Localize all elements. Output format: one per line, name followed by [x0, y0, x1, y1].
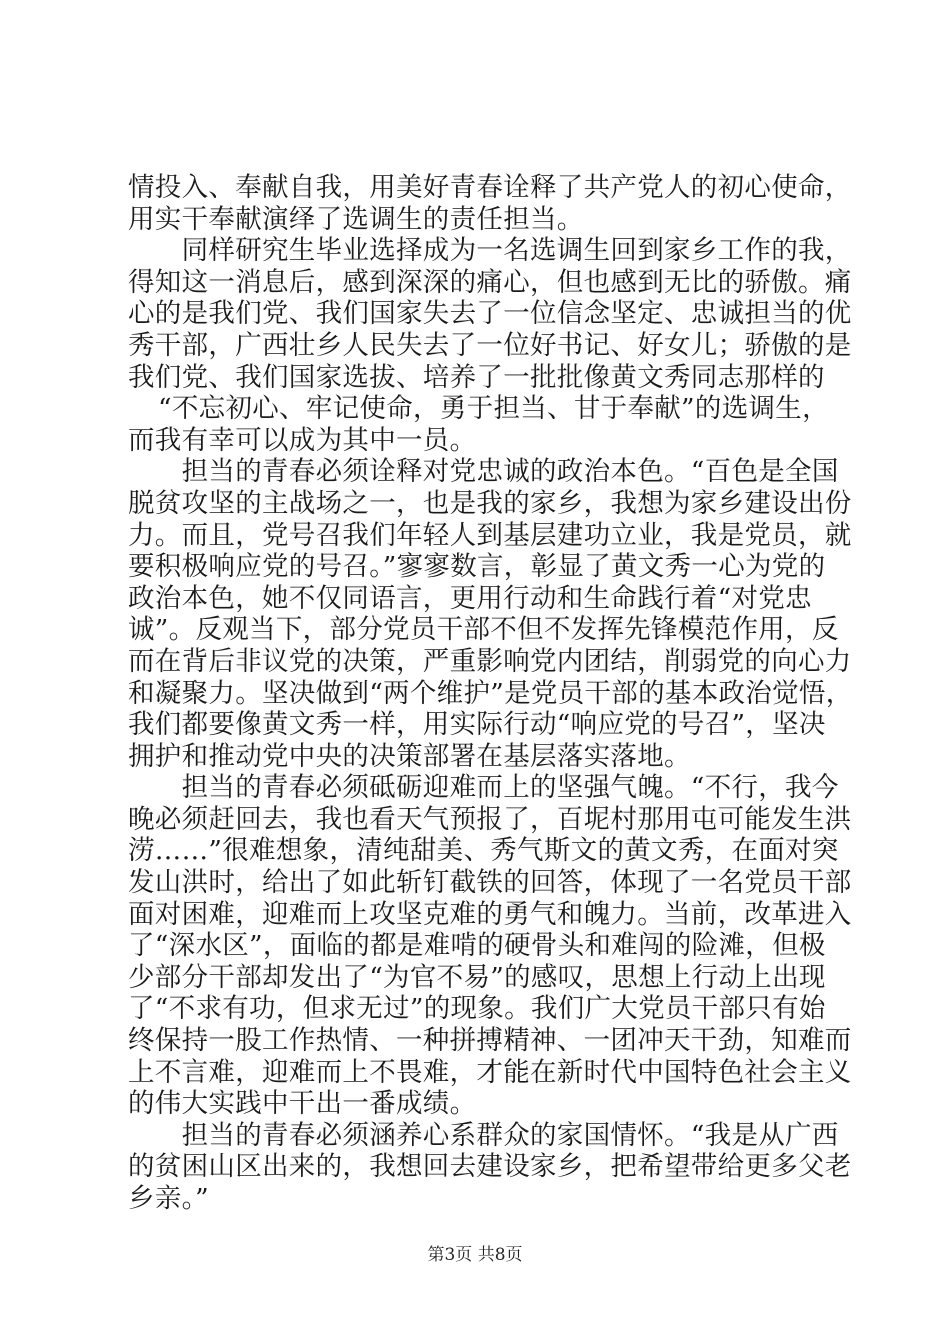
- text-line: 拥护和推动党中央的决策部署在基层落实落地。: [128, 740, 691, 772]
- text-line: 了“深水区”，面临的都是难啃的硬骨头和难闯的险滩，但极: [128, 930, 826, 962]
- text-line: 用实干奉献演绎了选调生的责任担当。: [128, 203, 584, 235]
- text-line: 的贫困山区出来的，我想回去建设家乡，把希望带给更多父老: [128, 1151, 852, 1183]
- text-line: 了“不求有功，但求无过”的现象。我们广大党员干部只有始: [128, 993, 826, 1025]
- text-line: 面对困难，迎难而上攻坚克难的勇气和魄力。当前，改革进入: [128, 898, 852, 930]
- text-line: “不忘初心、牢记使命，勇于担当、甘于奉献”的选调生，: [158, 393, 829, 425]
- text-line: 晚必须赶回去，我也看天气预报了，百坭村那用屯可能发生洪: [128, 803, 852, 835]
- text-line: 得知这一消息后，感到深深的痛心，但也感到无比的骄傲。痛: [128, 266, 852, 298]
- text-line: 我们党、我们国家选拔、培养了一批批像黄文秀同志那样的: [128, 361, 825, 393]
- text-line: 的伟大实践中干出一番成绩。: [128, 1088, 477, 1120]
- text-line: 担当的青春必须涵养心系群众的家国情怀。“我是从广西: [128, 1119, 839, 1151]
- text-line: 担当的青春必须砥砺迎难而上的坚强气魄。“不行，我今: [128, 772, 839, 804]
- text-line: 终保持一股工作热情、一种拼搏精神、一团冲天干劲，知难而: [128, 1025, 852, 1057]
- text-line: 诚”。反观当下，部分党员干部不但不发挥先锋模范作用，反: [128, 614, 839, 646]
- text-line: 涝……”很难想象，清纯甜美、秀气斯文的黄文秀，在面对突: [128, 835, 839, 867]
- text-line: 和凝聚力。坚决做到“两个维护”是党员干部的基本政治觉悟，: [128, 677, 853, 709]
- text-line: 力。而且，党号召我们年轻人到基层建功立业，我是党员，就: [128, 519, 852, 551]
- text-line: 脱贫攻坚的主战场之一，也是我的家乡，我想为家乡建设出份: [128, 487, 852, 519]
- text-line: 秀干部，广西壮乡人民失去了一位好书记、好女儿；骄傲的是: [128, 329, 852, 361]
- text-line: 我们都要像黄文秀一样，用实际行动“响应党的号召”，坚决: [128, 709, 826, 741]
- text-line: 而我有幸可以成为其中一员。: [128, 424, 477, 456]
- text-line: 而在背后非议党的决策，严重影响党内团结，削弱党的向心力: [128, 645, 852, 677]
- text-line: 心的是我们党、我们国家失去了一位信念坚定、忠诚担当的优: [128, 298, 852, 330]
- text-line: 要积极响应党的号召。”寥寥数言，彰显了黄文秀一心为党的: [128, 551, 826, 583]
- text-line: 乡亲。”: [128, 1183, 209, 1214]
- text-line: 政治本色，她不仅同语言，更用行动和生命践行着“对党忠: [128, 582, 812, 614]
- text-line: 同样研究生毕业选择成为一名选调生回到家乡工作的我，: [128, 235, 852, 267]
- page-number-footer: 第3页 共8页: [427, 1245, 523, 1265]
- text-line: 少部分干部却发出了“为官不易”的感叹，思想上行动上出现: [128, 961, 826, 993]
- text-line: 担当的青春必须诠释对党忠诚的政治本色。“百色是全国: [128, 456, 839, 488]
- document-body: [128, 172, 853, 1215]
- text-line: 发山洪时，给出了如此斩钉截铁的回答，体现了一名党员干部: [128, 867, 852, 899]
- text-line: 情投入、奉献自我，用美好青春诠释了共产党人的初心使命，: [128, 172, 852, 203]
- text-line: 上不言难，迎难而上不畏难，才能在新时代中国特色社会主义: [128, 1056, 852, 1088]
